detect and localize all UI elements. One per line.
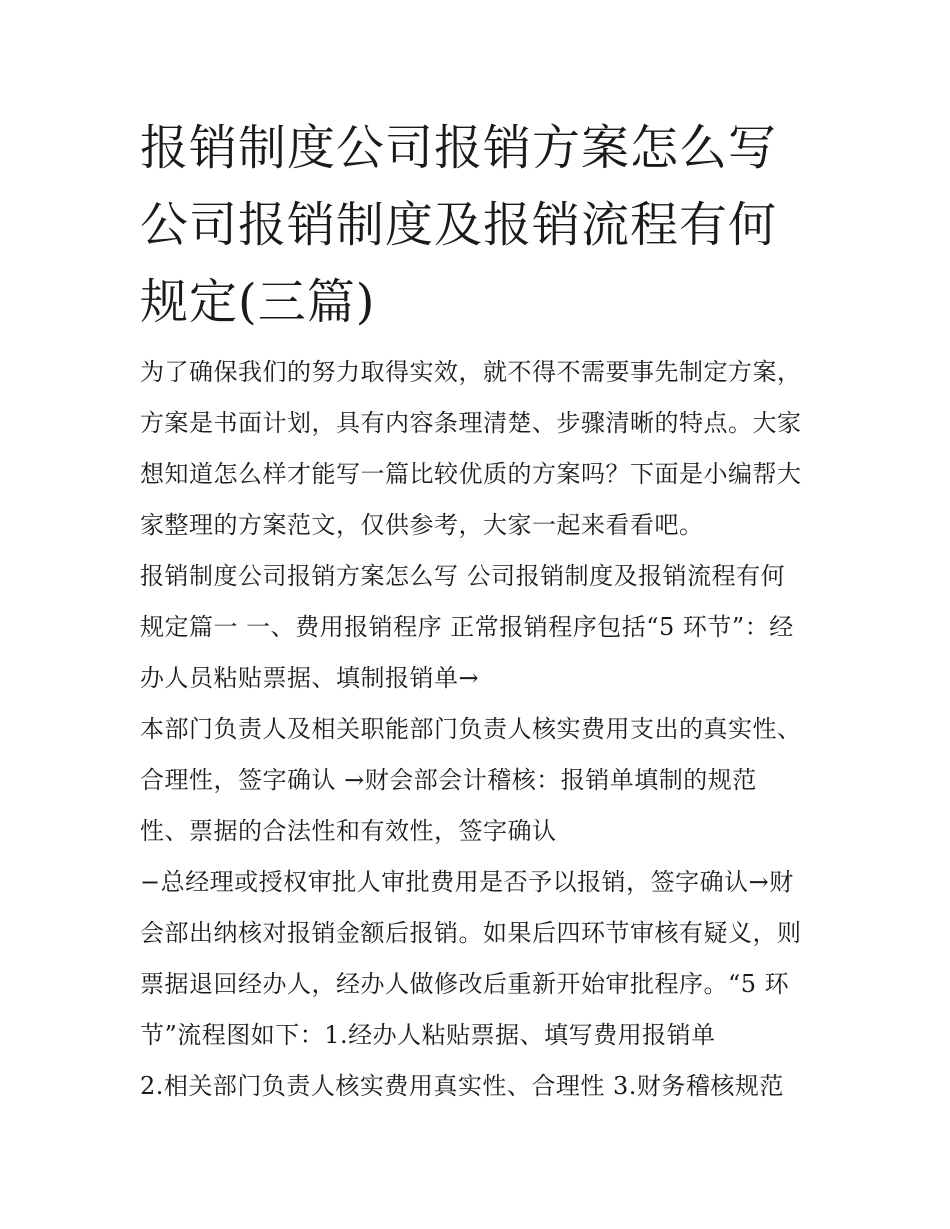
body-line: 2.相关部门负责人核实费用真实性、合理性 3.财务稽核规范 (140, 1072, 784, 1100)
body-line: 规定篇一 一、费用报销程序 正常报销程序包括“5 环节”：经 (140, 613, 794, 641)
body-line: 本部门负责人及相关职能部门负责人核实费用支出的真实性、 (140, 715, 802, 743)
title-line: 规定(三篇) (140, 274, 376, 330)
body-line: 票据退回经办人，经办人做修改后重新开始审批程序。“5 环 (140, 970, 790, 998)
body-line: 报销制度公司报销方案怎么写 公司报销制度及报销流程有何 (140, 562, 786, 590)
body-line: 节”流程图如下：1.经办人粘贴票据、填写费用报销单 (140, 1021, 716, 1049)
body-line: 会部出纳核对报销金额后报销。如果后四环节审核有疑义，则 (140, 919, 802, 947)
body-line: 办人员粘贴票据、填制报销单→ (140, 664, 480, 692)
body-line: 家整理的方案范文，仅供参考，大家一起来看看吧。 (140, 511, 704, 539)
body-line: −总经理或授权审批人审批费用是否予以报销，签字确认→财 (140, 868, 794, 896)
body-line: 合理性，签字确认 →财会部会计稽核：报销单填制的规范 (140, 766, 757, 794)
body-line: 方案是书面计划，具有内容条理清楚、步骤清晰的特点。大家 (140, 409, 802, 437)
document-page (140, 110, 830, 1112)
document-body (140, 347, 830, 1112)
document-title (140, 110, 830, 341)
title-line: 公司报销制度及报销流程有何 (140, 197, 778, 253)
body-line: 为了确保我们的努力取得实效，就不得不需要事先制定方案， (140, 358, 802, 386)
body-line: 性、票据的合法性和有效性，签字确认 (140, 817, 557, 845)
body-line: 想知道怎么样才能写一篇比较优质的方案吗？下面是小编帮大 (140, 460, 802, 488)
title-line: 报销制度公司报销方案怎么写 (140, 120, 778, 176)
